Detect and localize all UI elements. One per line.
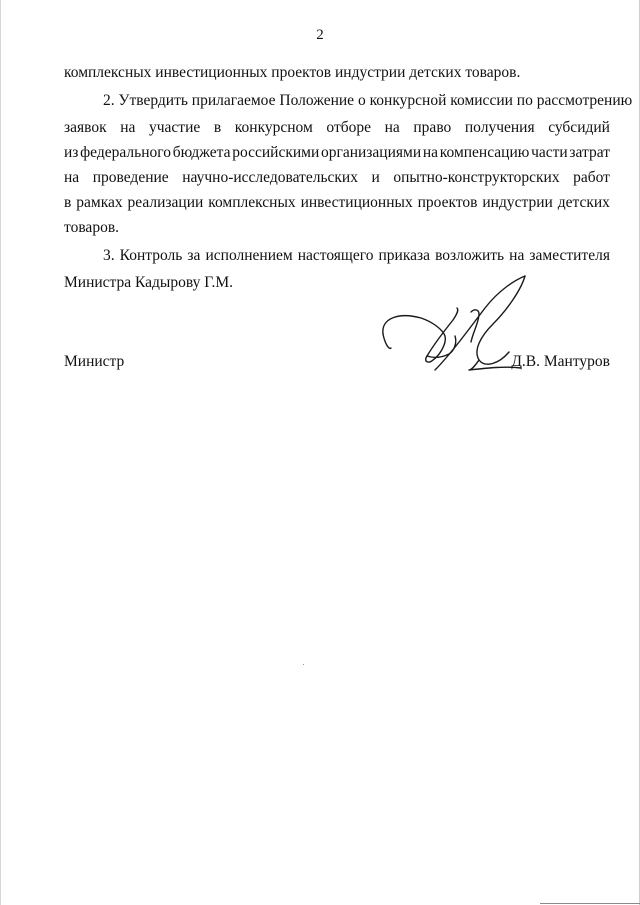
word: проектов xyxy=(417,194,478,211)
word: комплексных xyxy=(208,194,296,211)
word: компенсацию xyxy=(439,144,530,161)
paragraph-2-line-4 xyxy=(64,169,610,187)
word: организациями xyxy=(320,144,422,161)
word: заместителя xyxy=(529,247,610,264)
word: федерального xyxy=(80,144,171,161)
word: участие xyxy=(149,119,201,136)
paragraph-3-line-1 xyxy=(103,247,610,265)
text-line-continuation: комплексных инвестиционных проектов индустрии детских товаров. xyxy=(64,64,521,81)
word: реализации xyxy=(127,194,204,211)
word: и xyxy=(371,169,380,186)
word: отборе xyxy=(326,119,372,136)
word: за xyxy=(187,247,201,264)
word: субсидий xyxy=(548,119,610,136)
word: Контроль xyxy=(119,247,183,264)
word: бюджета xyxy=(172,144,231,161)
word: возложить xyxy=(435,247,505,264)
word: проведение xyxy=(92,169,169,186)
paragraph-2-line-1: 2. Утвердить прилагаемое Положение о конкурсной комиссии по рассмотрению xyxy=(103,92,633,109)
word: в xyxy=(64,194,72,211)
word: настоящего xyxy=(297,247,374,264)
word: рамках xyxy=(76,194,123,211)
word: на xyxy=(120,119,136,136)
word: затрат xyxy=(569,144,610,161)
word: части xyxy=(531,144,568,161)
word: 3. xyxy=(103,247,115,264)
word: конкурсном xyxy=(234,119,313,136)
word: в xyxy=(213,119,222,136)
word: право xyxy=(413,119,452,136)
word: на xyxy=(422,144,439,161)
word: из xyxy=(64,144,79,161)
signatory-title: Министр xyxy=(64,353,125,370)
signatory-name: Д.В. Мантуров xyxy=(511,353,610,370)
paragraph-2-line-6: товаров. xyxy=(64,219,120,236)
word: опытно-конструкторских xyxy=(393,169,560,186)
word: приказа xyxy=(378,247,431,264)
paragraph-2-line-5 xyxy=(64,194,610,212)
word: на xyxy=(384,119,400,136)
paragraph-3-line-2: Министра Кадырову Г.М. xyxy=(64,274,233,291)
word: инвестиционных xyxy=(300,194,413,211)
word: на xyxy=(509,247,525,264)
word: получения xyxy=(464,119,535,136)
paragraph-2-line-3 xyxy=(64,144,610,162)
word: детских xyxy=(557,194,610,211)
scan-edge-left xyxy=(0,0,1,905)
word: индустрии xyxy=(482,194,553,211)
page-number: 2 xyxy=(316,27,324,43)
word: исполнением xyxy=(205,247,293,264)
word: научно-исследовательских xyxy=(182,169,358,186)
word: на xyxy=(64,169,80,186)
word: заявок xyxy=(64,119,107,136)
scan-edge-bottom xyxy=(540,903,640,904)
paragraph-2-line-2 xyxy=(64,119,610,137)
word: российскими xyxy=(232,144,320,161)
word: работ xyxy=(573,169,610,186)
scan-speck xyxy=(303,664,304,665)
